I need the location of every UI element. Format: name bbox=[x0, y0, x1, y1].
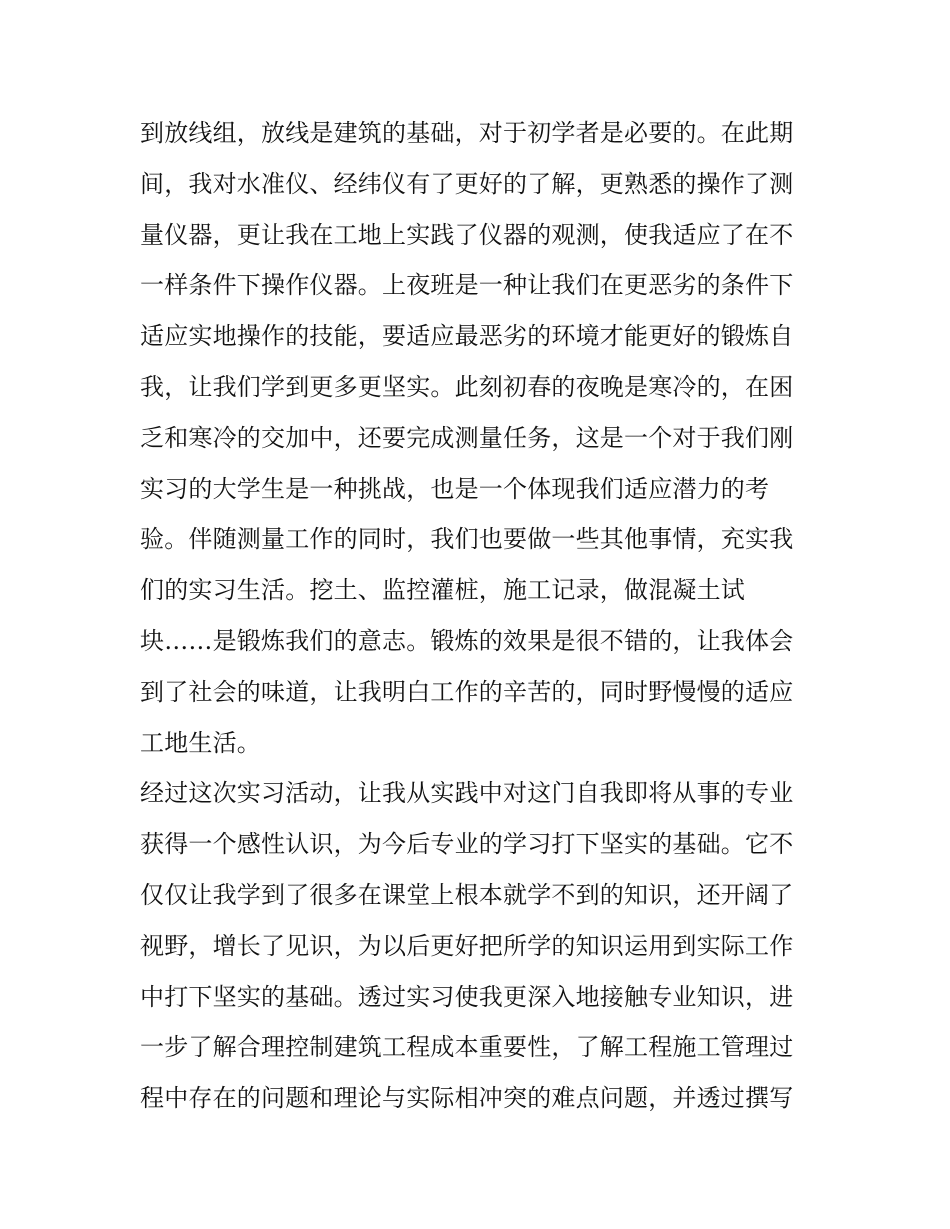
text-line: 仅仅让我学到了很多在课堂上根本就学不到的知识，还开阔了 bbox=[140, 880, 794, 909]
text-line: 块……是锻炼我们的意志。锻炼的效果是很不错的，让我体会 bbox=[140, 626, 794, 655]
text-line: 视野，增长了见识，为以后更好把所学的知识运用到实际工作 bbox=[140, 931, 794, 960]
text-line: 实习的大学生是一种挑战，也是一个体现我们适应潜力的考 bbox=[140, 474, 770, 503]
text-line: 间，我对水准仪、经纬仪有了更好的了解，更熟悉的操作了测 bbox=[140, 169, 794, 198]
text-line: 适应实地操作的技能，要适应最恶劣的环境才能更好的锻炼自 bbox=[140, 322, 794, 351]
text-line: 乏和寒冷的交加中，还要完成测量任务，这是一个对于我们刚 bbox=[140, 423, 794, 452]
text-line: 程中存在的问题和理论与实际相冲突的难点问题，并透过撰写 bbox=[140, 1084, 794, 1113]
text-line: 获得一个感性认识，为今后专业的学习打下坚实的基础。它不 bbox=[140, 830, 794, 859]
text-line: 一步了解合理控制建筑工程成本重要性，了解工程施工管理过 bbox=[140, 1033, 794, 1062]
text-line: 我，让我们学到更多更坚实。此刻初春的夜晚是寒冷的，在困 bbox=[140, 372, 794, 401]
text-line: 量仪器，更让我在工地上实践了仪器的观测，使我适应了在不 bbox=[140, 220, 794, 249]
text-line: 们的实习生活。挖土、监控灌桩，施工记录，做混凝土试 bbox=[140, 576, 745, 605]
document-body bbox=[140, 108, 830, 1124]
text-line: 中打下坚实的基础。透过实习使我更深入地接触专业知识，进 bbox=[140, 982, 794, 1011]
text-line: 工地生活。 bbox=[140, 728, 261, 757]
text-line: 到了社会的味道，让我明白工作的辛苦的，同时野慢慢的适应 bbox=[140, 677, 794, 706]
text-line: 一样条件下操作仪器。上夜班是一种让我们在更恶劣的条件下 bbox=[140, 271, 794, 300]
text-line: 经过这次实习活动，让我从实践中对这门自我即将从事的专业 bbox=[140, 779, 794, 808]
text-line: 验。伴随测量工作的同时，我们也要做一些其他事情，充实我 bbox=[140, 525, 794, 554]
text-line: 到放线组，放线是建筑的基础，对于初学者是必要的。在此期 bbox=[140, 119, 794, 147]
